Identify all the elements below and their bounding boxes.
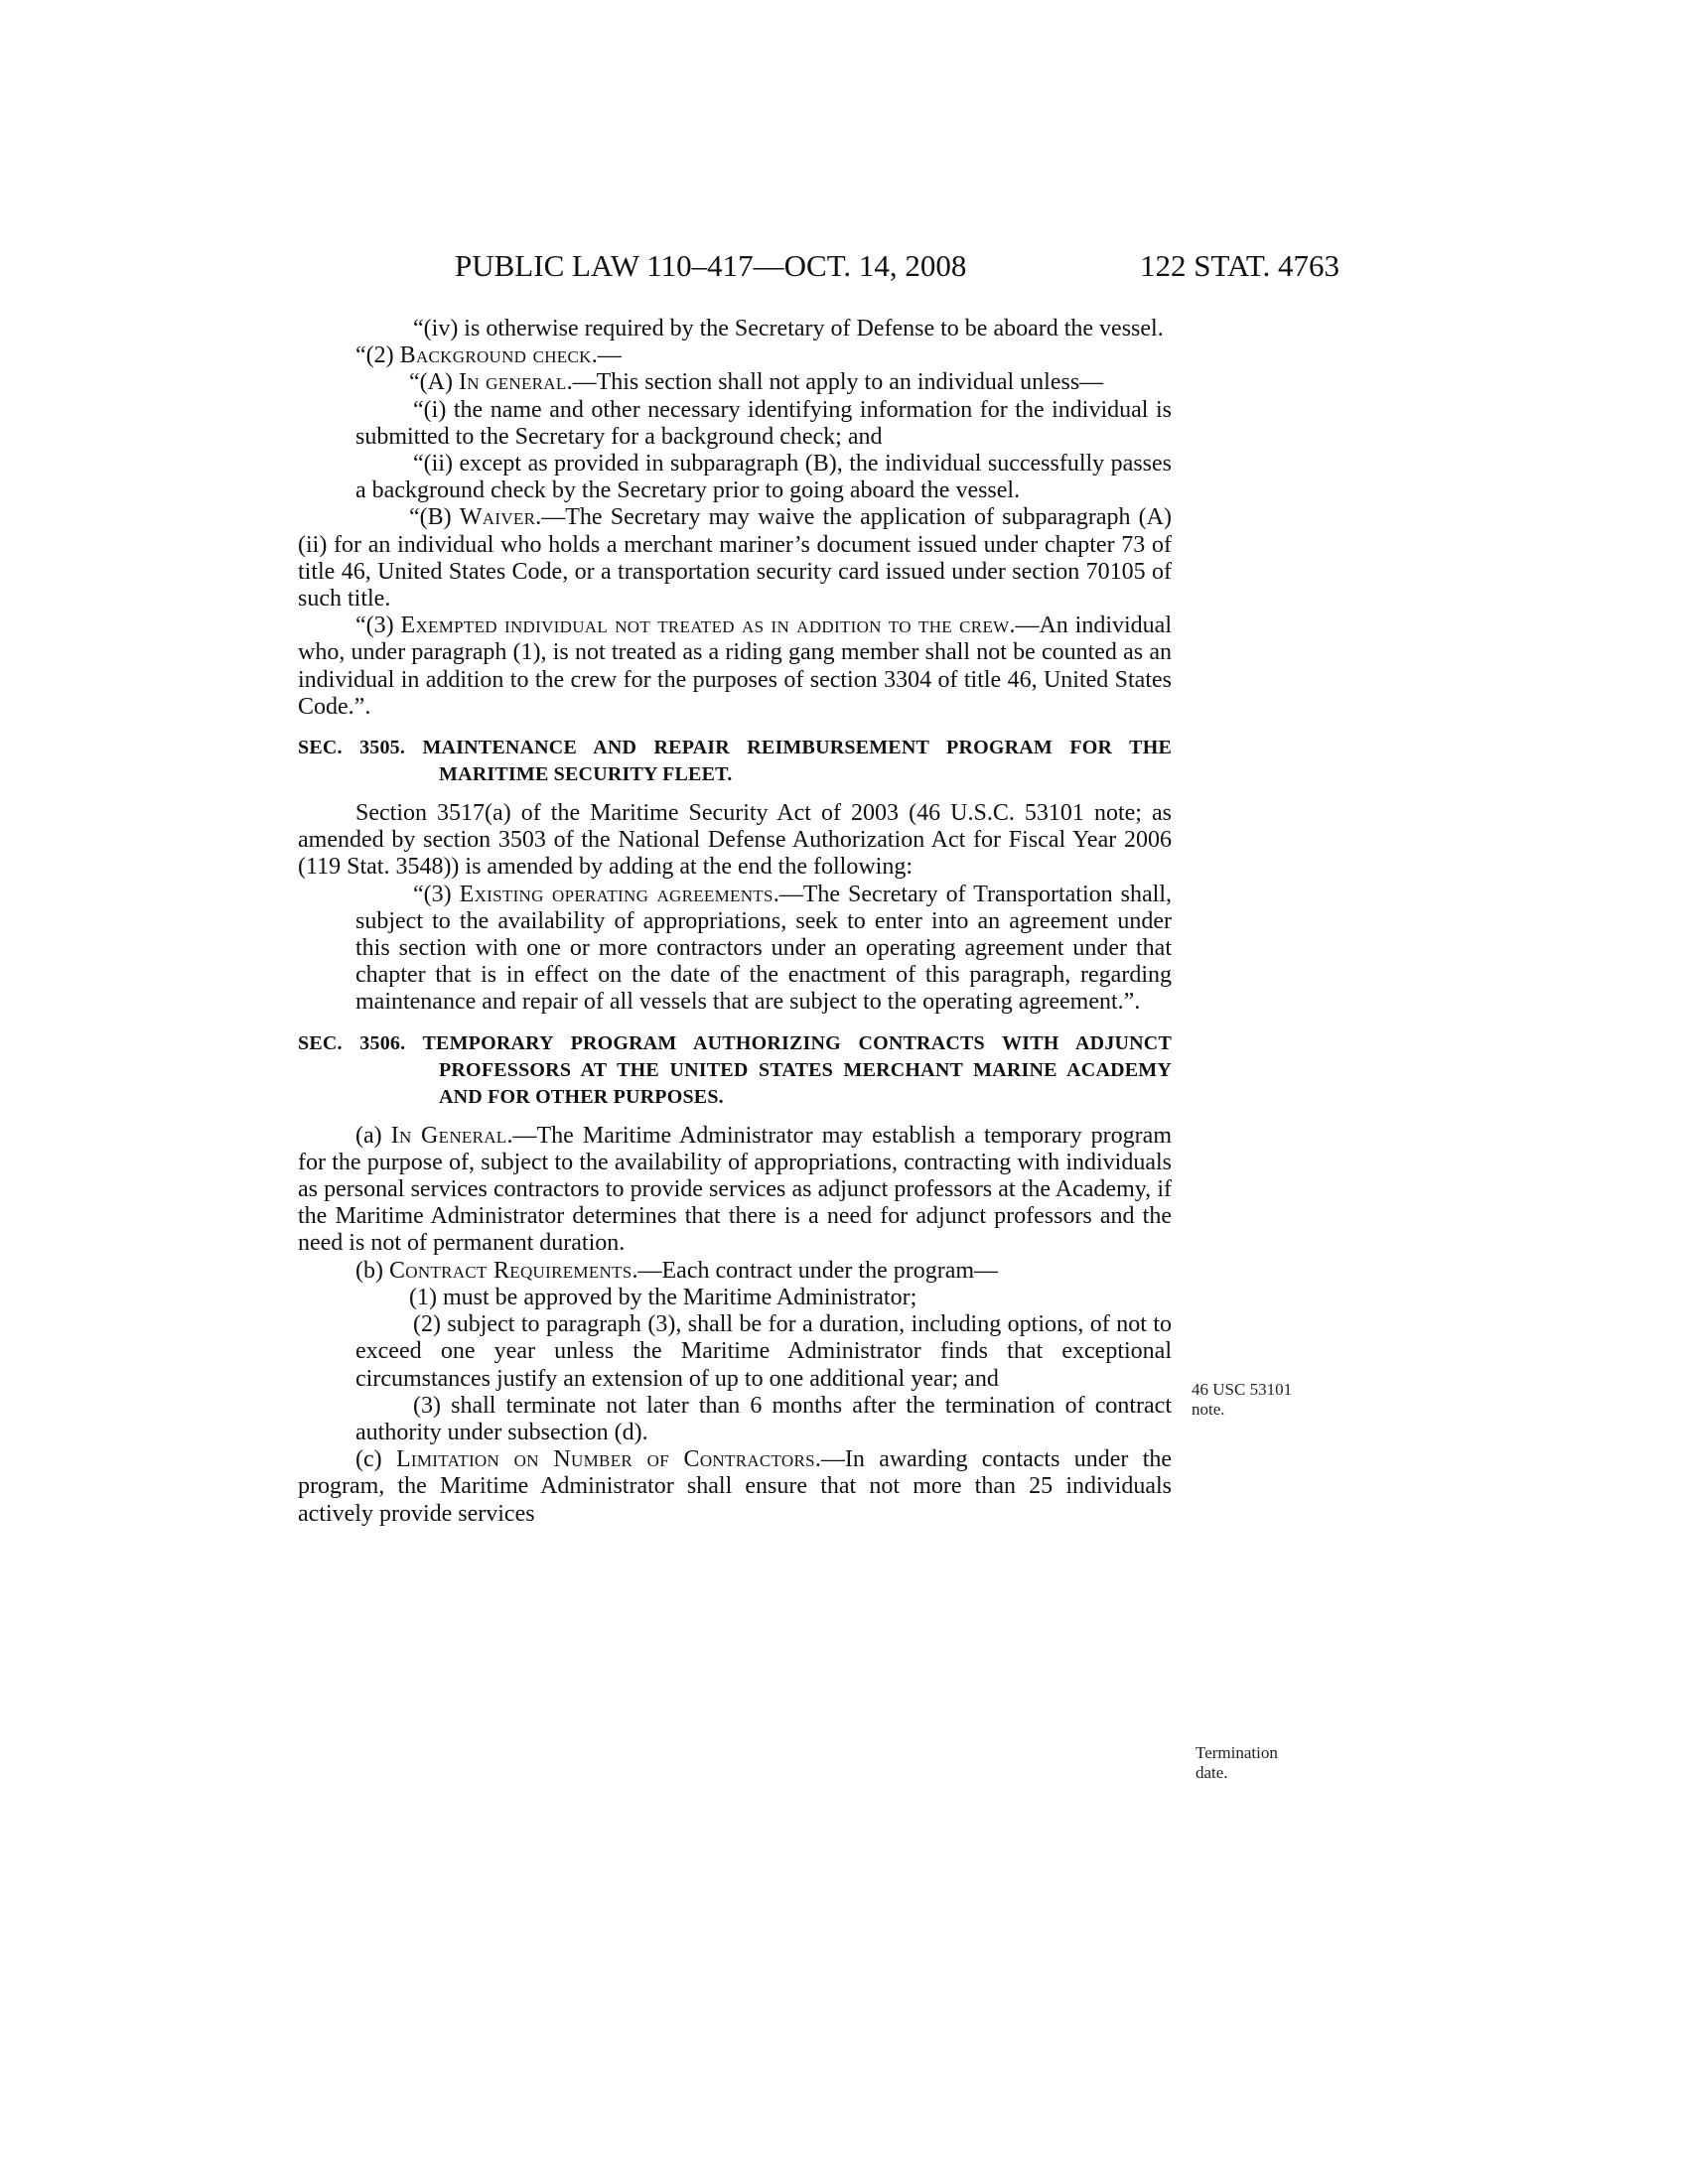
subparagraph-a-number: “(A)	[409, 369, 459, 396]
existing-agreements-text: .—The Secretary of Transportation shall, subject to the availability of appropriations, seek to enter into an agreement under this section with one or more contractors under an operating agreement under that chapter that is in effect on the date of the enactment of this paragraph, regarding maintenance and repair of all vessels that are subject to the operating agreement.”.	[355, 881, 1173, 1016]
subsection-b-caption: Contract Requirements	[388, 1257, 633, 1284]
requirement-2	[298, 1311, 1172, 1393]
page-title: PUBLIC LAW 110–417—OCT. 14, 2008	[455, 248, 967, 283]
section-3506-heading: SEC. 3506. TEMPORARY PROGRAM AUTHORIZING CONTRACTS WITH ADJUNCT PROFESSORS AT THE UNITED STATES MERCHANT MARINE ACADEMY AND FOR OTHER PURPOSES.	[298, 1031, 1172, 1108]
subsection-a-text: .—The Maritime Administrator may establish a temporary program for the purpose of, subject to the availability of appropriations, contracting with individuals as personal services contractors to provide services as adjunct professors at the Academy, if the Maritime Administrator determines that there is a need for adjunct professors and the need is not of permanent duration.	[298, 1122, 1172, 1257]
clause-ii	[298, 451, 1172, 504]
margin-note-usc-line2: note.	[1192, 1400, 1225, 1419]
subparagraph-a-text: .—This section shall not apply to an individual unless—	[566, 369, 1104, 396]
clause-ii-text: “(ii) except as provided in subparagraph (B), the individual successfully passes a background check by the Secretary prior to going aboard the vessel.	[355, 451, 1172, 504]
subparagraph-a	[298, 369, 1172, 396]
existing-agreements-number: “(3)	[413, 881, 460, 907]
page-header	[0, 248, 1688, 288]
section-3505-text	[298, 800, 1172, 882]
margin-note-termination-line2: date.	[1196, 1763, 1228, 1782]
subparagraph-a-caption: In general	[458, 369, 567, 396]
subparagraph-b-text: .—The Secretary may waive the application of subparagraph (A)(ii) for an individual who holds a merchant mariner’s document issued under chapter 73 of title 46, United States Code, or a transportation security card issued under section 70105 of such title.	[298, 504, 1172, 613]
requirement-2-text: (2) subject to paragraph (3), shall be for a duration, including options, of not to exceed one year unless the Maritime Administrator finds that exceptional circumstances justify an extension of up to one additional year; and	[355, 1311, 1172, 1392]
subsection-a-number: (a)	[355, 1122, 391, 1149]
requirement-1-text: (1) must be approved by the Maritime Administrator;	[409, 1284, 917, 1310]
subparagraph-b-caption: Waiver	[459, 504, 536, 531]
paragraph-3-number: “(3)	[355, 613, 401, 639]
section-3505-body: Section 3517(a) of the Maritime Security Act of 2003 (46 U.S.C. 53101 note; as amended by section 3503 of the National Defense Authorization Act for Fiscal Year 2006 (119 Stat. 3548)) is amended by adding at the end the following:	[298, 800, 1172, 881]
clause-iv	[298, 316, 1172, 342]
subsection-c-number: (c)	[355, 1446, 396, 1473]
paragraph-3	[298, 613, 1172, 721]
subsection-c-text: .—In awarding contacts under the program, the Maritime Administrator shall ensure that not more than 25 individuals actively provide services	[298, 1446, 1173, 1527]
paragraph-2-caption: Background check	[399, 342, 592, 369]
subsection-a-caption: In General	[390, 1122, 507, 1149]
margin-note-termination	[1196, 1743, 1278, 1783]
paragraph-2-dash: .—	[591, 342, 622, 369]
statute-page-number: 122 STAT. 4763	[1140, 248, 1340, 283]
section-3505-heading: SEC. 3505. MAINTENANCE AND REPAIR REIMBURSEMENT PROGRAM FOR THE MARITIME SECURITY FLEET.	[298, 737, 1172, 786]
subparagraph-b-number: “(B)	[409, 504, 460, 531]
subsection-b-number: (b)	[355, 1257, 389, 1284]
paragraph-2-number: “(2)	[355, 342, 400, 369]
subsection-b-text: .—Each contract under the program—	[632, 1257, 999, 1284]
margin-note-termination-line1: Termination	[1196, 1743, 1278, 1762]
paragraph-2-heading	[298, 342, 1172, 369]
requirement-3	[298, 1393, 1172, 1446]
subsection-a	[298, 1123, 1172, 1258]
requirement-1	[298, 1285, 1172, 1311]
margin-note-usc	[1192, 1380, 1292, 1420]
clause-i	[298, 397, 1172, 451]
subsection-c-caption: Limitation on Number of Contractors	[395, 1446, 815, 1473]
clause-iv-text: “(iv) is otherwise required by the Secretary of Defense to be aboard the vessel.	[413, 316, 1164, 341]
paragraph-3-caption: Exempted individual not treated as in addition to the crew	[400, 613, 1010, 639]
margin-note-usc-line1: 46 USC 53101	[1192, 1380, 1293, 1399]
clause-i-text: “(i) the name and other necessary identifying information for the individual is submitted to the Secretary for a background check; and	[355, 396, 1172, 450]
subsection-b	[298, 1258, 1172, 1285]
requirement-3-text: (3) shall terminate not later than 6 months after the termination of contract authority under subsection (d).	[355, 1392, 1172, 1445]
existing-agreements-caption: Existing operating agreements	[459, 881, 774, 907]
statute-body	[298, 316, 1172, 1528]
paragraph-3-text: .—An individual who, under paragraph (1), is not treated as a riding gang member shall not be counted as an individual in addition to the crew for the purposes of section 3304 of title 46, United States Code.”.	[298, 613, 1172, 720]
subsection-c	[298, 1446, 1172, 1528]
subparagraph-b	[298, 504, 1172, 613]
existing-agreements-paragraph	[298, 882, 1172, 1017]
